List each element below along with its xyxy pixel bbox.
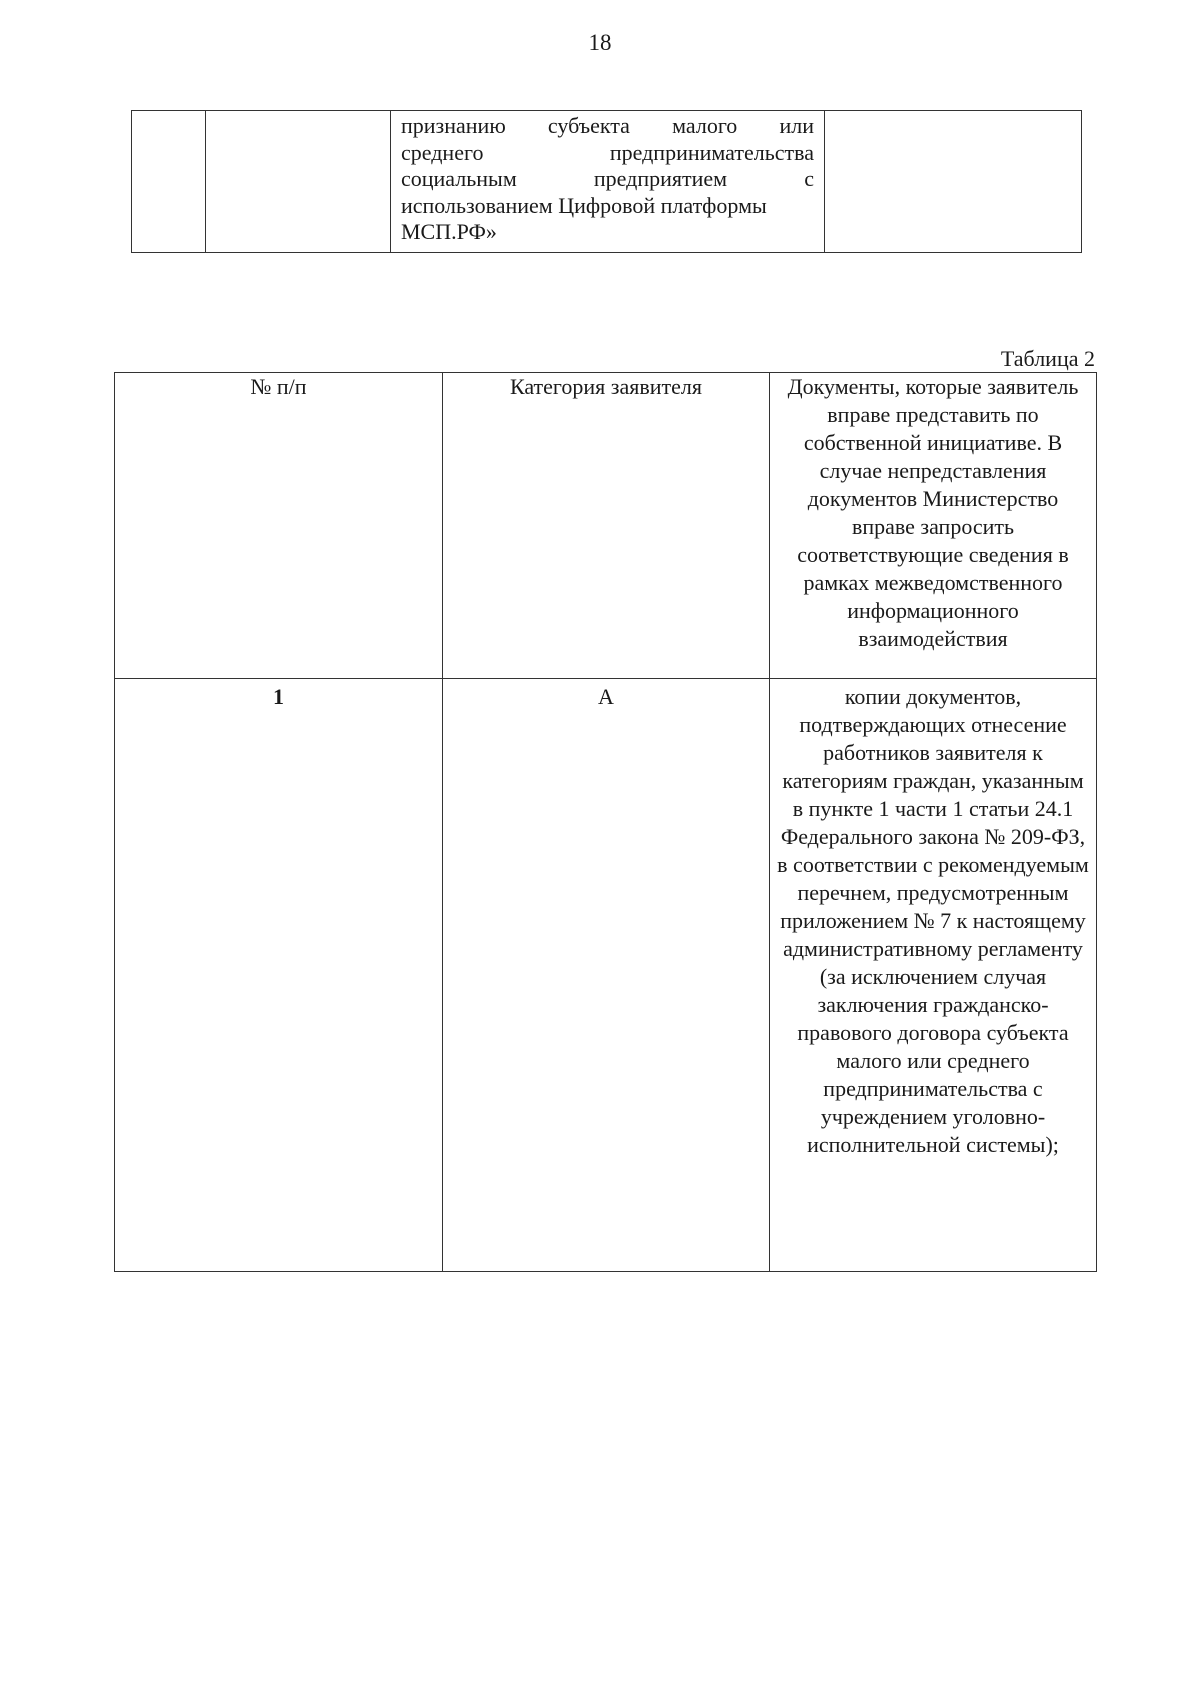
table-row: [115, 679, 1097, 1272]
header-number: № п/п: [115, 373, 443, 679]
header-documents: Документы, которые заявитель вправе представить по собственной инициативе. В случае непредставления документов Министерство вправе запросить соответствующие сведения в рамках межведомственного информационного взаимодействия: [770, 373, 1097, 679]
table-caption: Таблица 2: [1000, 346, 1095, 371]
table-2: [114, 372, 1097, 1272]
table-header-row: [115, 373, 1097, 679]
text-line: МСП.РФ»: [401, 219, 497, 244]
continued-cell-2: [206, 111, 391, 253]
page-number: 18: [588, 30, 612, 55]
table-row: [132, 111, 1082, 253]
header-category: Категория заявителя: [443, 373, 770, 679]
cell-documents: копии документов, подтверждающих отнесение работников заявителя к категориям граждан, указанным в пункте 1 части 1 статьи 24.1 Федерального закона № 209-ФЗ, в соответствии с рекомендуемым перечнем, предусмотренным приложением № 7 к настоящему административному регламенту (за исключением случая заключения гражданско-правового договора субъекта малого или среднего предпринимательства с учреждением уголовно-исполнительной системы);: [770, 679, 1097, 1272]
cell-category: А: [443, 679, 770, 1272]
continued-table: [131, 110, 1082, 253]
continued-cell-1: [132, 111, 206, 253]
text-line: среднего предпринимательства: [401, 139, 814, 165]
text-line: признанию субъекта малого или: [401, 113, 814, 138]
text-line: социальным предприятием с: [401, 166, 814, 191]
cell-number: 1: [115, 679, 443, 1272]
text-line: использованием Цифровой платформы: [401, 192, 767, 218]
continued-cell-4: [825, 111, 1082, 253]
continued-cell-3: [391, 111, 825, 253]
